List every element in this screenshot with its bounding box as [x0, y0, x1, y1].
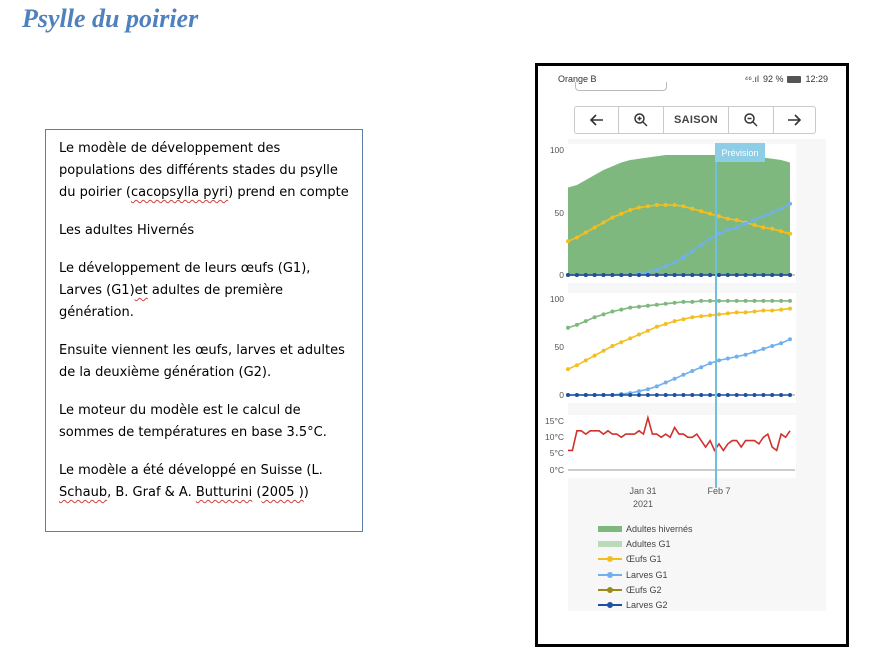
- battery-percent: 92 %: [762, 74, 784, 84]
- data-point: [602, 312, 606, 316]
- legend-swatch: [598, 600, 622, 610]
- data-point: [753, 299, 757, 303]
- data-point: [610, 344, 614, 348]
- data-point: [726, 311, 730, 315]
- data-point: [610, 216, 614, 220]
- panel-background: [566, 293, 796, 403]
- data-point: [681, 300, 685, 304]
- data-point: [646, 329, 650, 333]
- data-point: [593, 273, 597, 277]
- data-point: [584, 393, 588, 397]
- data-point: [779, 299, 783, 303]
- data-point: [744, 310, 748, 314]
- y-tick-label: 0: [559, 390, 564, 400]
- paragraph-credits: Le modèle a été développé en Suisse (L. Schaub, B. Graf & A. Butturini (2005 )): [59, 463, 323, 500]
- data-point: [708, 313, 712, 317]
- carrier-name: Orange B: [558, 74, 597, 84]
- data-point: [753, 218, 757, 222]
- data-point: [655, 393, 659, 397]
- data-point: [575, 236, 579, 240]
- data-point: [717, 358, 721, 362]
- legend-item[interactable]: [598, 552, 693, 567]
- data-point: [593, 393, 597, 397]
- legend-item[interactable]: [598, 567, 693, 582]
- paragraph-engine: Le moteur du modèle est le calcul de sommes de températures en base 3.5°C.: [59, 403, 327, 440]
- data-point: [726, 393, 730, 397]
- data-point: [735, 273, 739, 277]
- data-point: [717, 299, 721, 303]
- data-point: [717, 273, 721, 277]
- data-point: [690, 273, 694, 277]
- data-point: [681, 204, 685, 208]
- data-point: [690, 249, 694, 253]
- data-point: [726, 228, 730, 232]
- data-point: [744, 222, 748, 226]
- data-point: [637, 273, 641, 277]
- data-point: [735, 299, 739, 303]
- data-point: [655, 303, 659, 307]
- y-tick-label: 5°C: [549, 448, 564, 458]
- data-point: [717, 393, 721, 397]
- data-point: [699, 209, 703, 213]
- data-point: [628, 208, 632, 212]
- data-point: [699, 299, 703, 303]
- data-point: [735, 226, 739, 230]
- phone-screenshot: [535, 63, 849, 647]
- data-point: [566, 273, 570, 277]
- legend-item[interactable]: [598, 582, 693, 597]
- data-point: [744, 353, 748, 357]
- data-point: [619, 273, 623, 277]
- data-point: [628, 393, 632, 397]
- data-point: [761, 347, 765, 351]
- description-textbox: [45, 129, 363, 532]
- data-point: [673, 203, 677, 207]
- data-point: [735, 393, 739, 397]
- data-point: [610, 310, 614, 314]
- data-point: [655, 273, 659, 277]
- y-tick-label: 50: [554, 342, 564, 352]
- data-point: [619, 212, 623, 216]
- data-point: [584, 231, 588, 235]
- data-point: [566, 367, 570, 371]
- y-tick-label: 10°C: [545, 432, 564, 442]
- data-point: [575, 363, 579, 367]
- forecast-label: Prévision: [721, 148, 759, 158]
- y-tick-label: 15°C: [545, 416, 564, 426]
- data-point: [744, 393, 748, 397]
- data-point: [619, 308, 623, 312]
- data-point: [770, 211, 774, 215]
- data-point: [708, 237, 712, 241]
- data-point: [761, 299, 765, 303]
- data-point: [646, 393, 650, 397]
- data-point: [744, 273, 748, 277]
- data-point: [566, 239, 570, 243]
- data-point: [673, 319, 677, 323]
- legend-item[interactable]: [598, 597, 693, 612]
- data-point: [699, 393, 703, 397]
- x-tick-label: Jan 31: [629, 486, 657, 496]
- data-point: [717, 214, 721, 218]
- data-point: [637, 389, 641, 393]
- data-point: [779, 393, 783, 397]
- data-point: [664, 264, 668, 268]
- data-point: [673, 273, 677, 277]
- data-point: [761, 393, 765, 397]
- data-point: [753, 310, 757, 314]
- data-point: [779, 229, 783, 233]
- data-point: [788, 393, 792, 397]
- data-point: [788, 337, 792, 341]
- data-point: [673, 261, 677, 265]
- data-point: [753, 393, 757, 397]
- data-point: [788, 299, 792, 303]
- data-point: [690, 300, 694, 304]
- y-tick-label: 0: [559, 270, 564, 280]
- data-point: [735, 218, 739, 222]
- legend-label: Larves G1: [626, 569, 668, 580]
- data-point: [708, 273, 712, 277]
- data-point: [761, 309, 765, 313]
- data-point: [770, 309, 774, 313]
- data-point: [708, 299, 712, 303]
- data-point: [664, 322, 668, 326]
- paragraph-g2: Ensuite viennent les œufs, larves et adultes de la deuxième génération (G2).: [59, 343, 345, 380]
- chart-legend: [598, 521, 693, 613]
- data-point: [717, 312, 721, 316]
- data-point: [699, 365, 703, 369]
- data-point: [708, 361, 712, 365]
- data-point: [770, 344, 774, 348]
- data-point: [690, 207, 694, 211]
- data-point: [681, 273, 685, 277]
- clock: 12:29: [805, 74, 828, 84]
- data-point: [673, 301, 677, 305]
- data-point: [690, 315, 694, 319]
- area-adultes-hivernes: [568, 155, 790, 275]
- data-point: [735, 310, 739, 314]
- data-point: [628, 336, 632, 340]
- data-point: [575, 323, 579, 327]
- data-point: [761, 273, 765, 277]
- data-point: [566, 326, 570, 330]
- legend-label: Larves G2: [626, 600, 668, 611]
- data-point: [584, 273, 588, 277]
- paragraph-adults: Les adultes Hivernés: [59, 223, 195, 238]
- data-point: [770, 393, 774, 397]
- data-point: [664, 302, 668, 306]
- data-point: [699, 243, 703, 247]
- x-tick-year: 2021: [632, 499, 654, 509]
- legend-swatch: [598, 539, 622, 549]
- data-point: [779, 341, 783, 345]
- period-button[interactable]: SAISON: [664, 107, 730, 133]
- data-point: [628, 273, 632, 277]
- data-point: [681, 393, 685, 397]
- data-point: [602, 349, 606, 353]
- data-point: [655, 268, 659, 272]
- data-point: [681, 256, 685, 260]
- legend-swatch: [598, 554, 622, 564]
- legend-label: Œufs G1: [626, 554, 662, 565]
- data-point: [664, 273, 668, 277]
- data-point: [690, 369, 694, 373]
- data-point: [681, 317, 685, 321]
- data-point: [602, 221, 606, 225]
- legend-label: Œufs G2: [626, 584, 662, 595]
- data-point: [575, 273, 579, 277]
- x-tick-label: Feb 7: [707, 486, 731, 496]
- data-point: [761, 226, 765, 230]
- data-point: [628, 306, 632, 310]
- data-point: [753, 223, 757, 227]
- data-point: [708, 212, 712, 216]
- legend-swatch: [598, 570, 622, 580]
- data-point: [593, 226, 597, 230]
- data-point: [726, 357, 730, 361]
- data-point: [735, 355, 739, 359]
- data-point: [717, 232, 721, 236]
- data-point: [655, 325, 659, 329]
- data-point: [770, 227, 774, 231]
- paragraph-g1: Le développement de leurs œufs (G1), Larves (G1)et adultes de première génération.: [59, 261, 311, 320]
- data-point: [726, 299, 730, 303]
- data-point: [593, 354, 597, 358]
- data-point: [593, 315, 597, 319]
- y-tick-label: 100: [549, 294, 564, 304]
- data-point: [664, 381, 668, 385]
- data-point: [788, 307, 792, 311]
- legend-label: Adultes G1: [626, 538, 671, 549]
- data-point: [646, 273, 650, 277]
- data-point: [664, 393, 668, 397]
- document-title: Psylle du poirier: [22, 4, 199, 33]
- data-point: [566, 393, 570, 397]
- data-point: [637, 305, 641, 309]
- data-point: [761, 214, 765, 218]
- data-point: [788, 202, 792, 206]
- data-point: [610, 393, 614, 397]
- species-name: cacopsylla pyri: [130, 185, 229, 200]
- data-point: [779, 308, 783, 312]
- y-tick-label: 100: [549, 145, 564, 155]
- legend-label: Adultes hivernés: [626, 523, 693, 534]
- data-point: [673, 377, 677, 381]
- data-point: [726, 217, 730, 221]
- data-point: [699, 314, 703, 318]
- data-point: [779, 207, 783, 211]
- signal-icon: ⁴⁶.ıl: [744, 74, 759, 84]
- data-point: [770, 273, 774, 277]
- data-point: [602, 393, 606, 397]
- data-point: [637, 206, 641, 210]
- y-tick-label: 0°C: [549, 465, 564, 475]
- legend-swatch: [598, 585, 622, 595]
- data-point: [699, 273, 703, 277]
- data-point: [753, 273, 757, 277]
- data-point: [788, 232, 792, 236]
- y-tick-label: 50: [554, 208, 564, 218]
- data-point: [690, 393, 694, 397]
- panel-background: [566, 415, 796, 478]
- data-point: [655, 384, 659, 388]
- data-point: [602, 273, 606, 277]
- data-point: [646, 387, 650, 391]
- data-point: [646, 204, 650, 208]
- legend-swatch: [598, 524, 622, 534]
- data-point: [575, 393, 579, 397]
- paragraph-model: Le modèle de développement des populations des différents stades du psylle du poirier (cacopsylla pyri) prend en compte: [59, 141, 349, 200]
- data-point: [619, 340, 623, 344]
- data-point: [637, 393, 641, 397]
- data-point: [646, 304, 650, 308]
- data-point: [753, 350, 757, 354]
- data-point: [655, 203, 659, 207]
- legend-item[interactable]: [598, 521, 693, 536]
- data-point: [610, 273, 614, 277]
- data-point: [681, 373, 685, 377]
- data-point: [619, 393, 623, 397]
- data-point: [673, 393, 677, 397]
- data-point: [584, 358, 588, 362]
- data-point: [770, 299, 774, 303]
- data-point: [744, 299, 748, 303]
- data-point: [584, 319, 588, 323]
- legend-item[interactable]: [598, 536, 693, 551]
- data-point: [726, 273, 730, 277]
- data-point: [708, 393, 712, 397]
- data-point: [779, 273, 783, 277]
- data-point: [637, 333, 641, 337]
- data-point: [664, 203, 668, 207]
- data-point: [788, 273, 792, 277]
